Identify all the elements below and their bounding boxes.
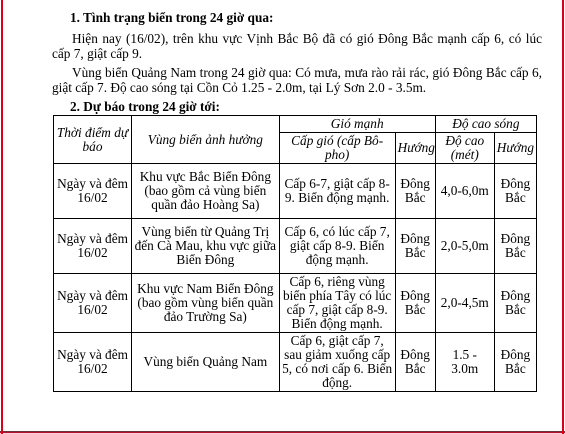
cell-area: Vùng biển Quảng Nam — [132, 333, 280, 392]
cell-area: Khu vực Bắc Biển Đông (bao gồm cả vùng biển quần đảo Hoàng Sa) — [132, 164, 280, 219]
header-height: Độ cao (mét) — [435, 133, 494, 164]
page-border-right — [562, 0, 564, 434]
section-heading-sea-status: 1. Tình trạng biển trong 24 giờ qua: — [70, 10, 274, 25]
cell-wave-direction: Đông Bắc — [494, 274, 536, 333]
header-wind-direction: Hướng — [395, 133, 435, 164]
forecast-table — [53, 115, 537, 392]
cell-wind-direction: Đông Bắc — [395, 219, 435, 274]
cell-wind-direction: Đông Bắc — [395, 274, 435, 333]
cell-height: 2,0-4,5m — [435, 274, 494, 333]
cell-time: Ngày và đêm 16/02 — [54, 333, 132, 392]
cell-area: Vùng biển từ Quảng Trị đến Cà Mau, khu vực giữa Biển Đông — [132, 219, 280, 274]
header-strong-wind: Gió mạnh — [279, 116, 435, 133]
cell-height: 1.5 - 3.0m — [435, 333, 494, 392]
section-heading-forecast: 2. Dự báo trong 24 giờ tới: — [70, 99, 220, 114]
table-header-row — [54, 116, 537, 133]
cell-height: 4,0-6,0m — [435, 164, 494, 219]
page-border-left — [1, 0, 3, 434]
table-row — [54, 333, 537, 392]
table-row — [54, 274, 537, 333]
header-time: Thời điểm dự báo — [54, 116, 132, 164]
header-wind-level: Cấp gió (cấp Bô-pho) — [279, 133, 395, 164]
header-wave-height: Độ cao sóng — [435, 116, 536, 133]
cell-height: 2,0-5,0m — [435, 219, 494, 274]
cell-wind-level: Cấp 6, riêng vùng biển phía Tây có lúc cấp 7, giật cấp 8-9. Biển động mạnh. — [279, 274, 395, 333]
document-body — [52, 10, 542, 392]
cell-wave-direction: Đông Bắc — [494, 219, 536, 274]
page-border-bottom — [0, 431, 565, 433]
cell-time: Ngày và đêm 16/02 — [54, 164, 132, 219]
paragraph-quang-nam: Vùng biển Quảng Nam trong 24 giờ qua: Có mưa, mưa rào rải rác, gió Đông Bắc cấp 6, giật cấp 7. Độ cao sóng tại Cồn Cỏ 1.25 - 2.0m, tại Lý Sơn 2.0 - 3.5m. — [52, 65, 542, 95]
table-row — [54, 164, 537, 219]
cell-area: Khu vực Nam Biển Đông (bao gồm vùng biển quần đảo Trường Sa) — [132, 274, 280, 333]
cell-wind-direction: Đông Bắc — [395, 333, 435, 392]
cell-wind-level: Cấp 6, giật cấp 7, sau giảm xuống cấp 5, có nơi cấp 6. Biển động. — [279, 333, 395, 392]
cell-wave-direction: Đông Bắc — [494, 164, 536, 219]
cell-wind-direction: Đông Bắc — [395, 164, 435, 219]
cell-wave-direction: Đông Bắc — [494, 333, 536, 392]
cell-wind-level: Cấp 6, có lúc cấp 7, giật cấp 8-9. Biển động mạnh. — [279, 219, 395, 274]
cell-time: Ngày và đêm 16/02 — [54, 274, 132, 333]
cell-wind-level: Cấp 6-7, giật cấp 8-9. Biển động mạnh. — [279, 164, 395, 219]
header-area: Vùng biển ảnh hưởng — [132, 116, 280, 164]
paragraph-gulf-of-tonkin: Hiện nay (16/02), trên khu vực Vịnh Bắc Bộ đã có gió Đông Bắc mạnh cấp 6, có lúc cấp 7, giật cấp 9. — [52, 31, 542, 61]
table-row — [54, 219, 537, 274]
header-wave-direction: Hướng — [494, 133, 536, 164]
cell-time: Ngày và đêm 16/02 — [54, 219, 132, 274]
